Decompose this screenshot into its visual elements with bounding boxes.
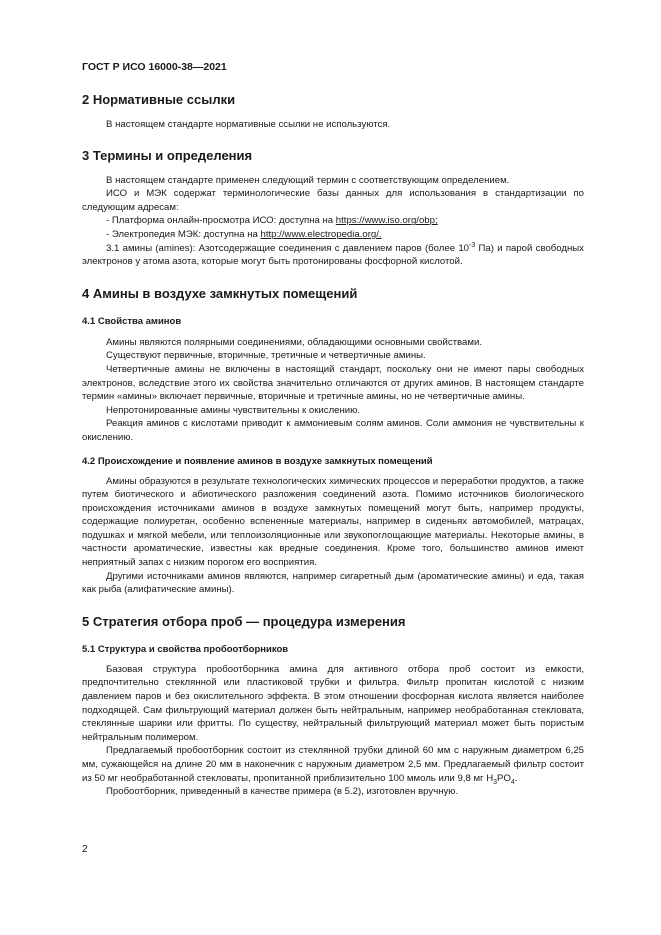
section-5-1-paragraph-3: Пробоотборник, приведенный в качестве примера (в 5.2), изготовлен вручную. [106,786,459,798]
section-4-1-paragraph-3: Четвертичные амины не включены в настоящий стандарт, поскольку они не имеют пары свободных электронов, вследствие этого их свойства значительно отличаются от других аминов. В настоящем стандарте термин «амины» включает первичные, вторичные и третичные амины, но не четвертичные амины. [82,363,584,403]
definition-exponent: -3 [468,241,476,249]
section-5-1-paragraph-2 [82,744,584,785]
list-item-text: - Платформа онлайн-просмотра ИСО: доступна на [106,215,336,227]
electropedia-link[interactable]: http://www.electropedia.org/. [260,228,382,240]
section-4-2-paragraph-1: Амины образуются в результате технологических химических процессов и переработки продуктов, а также путем биотического и абиотического разложения соединений азота. Помимо источников биологического происхождения источниками аминов в воздухе замкнутых помещений могут быть, например продукты, содержащие полиуретан, особенно вспененные материалы, например в сиденьях автомобилей, матрацах, подушках и мягкой мебели, или теплоизоляционные или звукопоглощающие материалы. Некоторые амины, в частности ароматические, известны как вредные соединения. Кроме того, большинство аминов имеют неприятный запах с низким порогом его восприятия. [82,475,584,569]
page-content [82,90,584,799]
subsection-4-1-title: 4.1 Свойства аминов [82,315,182,327]
subscript-3: 3 [493,778,498,786]
subsection-5-1-title: 5.1 Структура и свойства пробоотборников [82,643,289,655]
section-4-2-paragraph-2: Другими источниками аминов являются, например сигаретный дым (ароматические амины) и еда, такая как рыба (алифатические амины). [82,570,584,596]
section-4-1-paragraph-4: Непротонированные амины чувствительны к окислению. [106,404,361,416]
page-number: 2 [82,844,88,855]
paragraph-end: . [514,772,518,784]
section-4-1-paragraph-2: Существуют первичные, вторичные, третичные и четвертичные амины. [106,350,426,362]
iso-obp-link[interactable]: https://www.iso.org/obp; [335,215,438,227]
section-3-list-item-2 [82,228,584,242]
subscript-4: 4 [510,778,515,786]
section-4-1-paragraph-5: Реакция аминов с кислотами приводит к аммониевым солям аминов. Соли аммония не чувствительны к окислению. [82,418,584,443]
section-5-1-paragraph-1: Базовая структура пробоотборника амина для активного отбора проб состоит из емкости, предпочтительно стеклянной или пластиковой трубки и фильтра. Фильтр пропитан кислотой с низким давлением паров и без окислительного эффекта. В этом отношении фосфорная кислота является наиболее подходящей. Сам фильтрующий материал должен быть нейтральным, например необработанная стекловата, стеклянные шарики или фритты. По существу, нейтральный фильтрующий материал может быть пористым нейтральным полимером. [82,663,584,743]
section-3-title: 3 Термины и определения [82,147,253,163]
definition-text-a: 3.1 амины (amines): Азотсодержащие соединения с давлением паров (более 10 [106,242,469,254]
paragraph-text: Предлагаемый пробоотборник состоит из стеклянной трубки длиной 60 мм с наружным диаметром 6,25 мм, сужающейся на длине 20 мм в наконечник с наружным диаметром 2,5 мм. Предлагаемый фильтр состоит из 50 мг необработанной стекловаты, пропитанной приблизительно 100 ммоль или 9,8 мг H [82,745,584,784]
section-5-title: 5 Стратегия отбора проб — процедура измерения [82,613,406,629]
section-2-title: 2 Нормативные ссылки [82,92,236,107]
section-3-paragraph-2: ИСО и МЭК содержат терминологические базы данных для использования в стандартизации по следующим адресам: [82,188,584,213]
formula-po: PO [497,772,511,784]
definition-text-b: Па) и парой свободных электронов у атома азота, которые могут быть протонированы фосфорной кислотой. [82,242,584,268]
list-item-text: - Электропедия МЭК: доступна на [106,228,261,240]
section-4-title: 4 Амины в воздухе замкнутых помещений [82,285,358,301]
section-4-1-paragraph-1: Амины являются полярными соединениями, обладающими основными свойствами. [106,336,482,348]
section-3-paragraph-1: В настоящем стандарте применен следующий термин с соответствующим определением. [106,174,510,186]
subsection-4-2-title: 4.2 Происхождение и появление аминов в воздухе замкнутых помещений [82,455,433,467]
definition-amines [82,242,584,269]
section-2-paragraph: В настоящем стандарте нормативные ссылки не используются. [106,119,391,130]
document-header: ГОСТ Р ИСО 16000-38—2021 [82,61,227,73]
section-3-list-item-1 [82,214,584,228]
